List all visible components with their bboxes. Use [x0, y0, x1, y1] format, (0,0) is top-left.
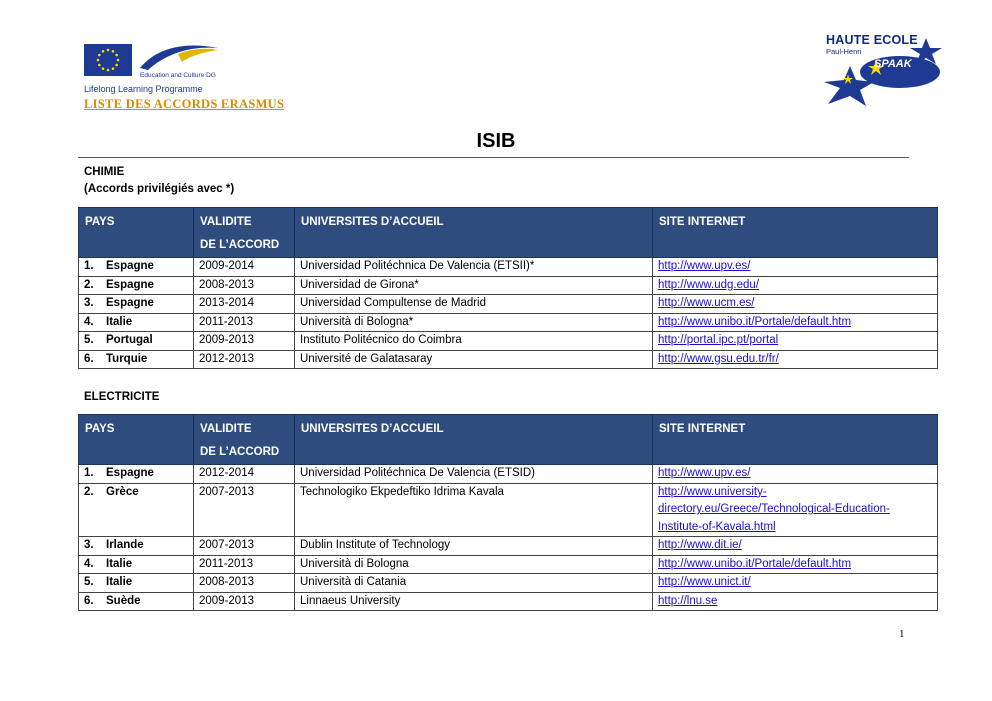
table-row [79, 574, 938, 593]
star-icon [107, 49, 110, 52]
cell-universite: Technologiko Ekpedeftiko Idrima Kavala [295, 483, 653, 537]
table-row [79, 555, 938, 574]
chimie-table [78, 207, 938, 369]
site-link[interactable]: http://www.gsu.edu.tr/fr/ [658, 352, 779, 365]
star-icon [98, 54, 101, 57]
table-row [79, 258, 938, 277]
col-header-universites: UNIVERSITES D’ACCUEIL [295, 208, 653, 258]
table-row [79, 537, 938, 556]
logo-subtitle: Paul-Henri [826, 47, 862, 56]
cell-pays [79, 483, 194, 537]
table-row [79, 276, 938, 295]
site-link[interactable]: http://www.unict.it/ [658, 576, 751, 588]
cell-validite: 2009-2013 [194, 592, 295, 611]
cell-site [653, 465, 938, 484]
row-number: 3. [84, 297, 94, 309]
row-number: 3. [84, 539, 94, 551]
cell-pays [79, 555, 194, 574]
cell-validite: 2011-2013 [194, 555, 295, 574]
cell-site [653, 258, 938, 277]
col-header-validite [194, 415, 295, 465]
cell-universite: Universidad Compultense de Madrid [295, 295, 653, 314]
star-icon [112, 50, 115, 53]
table-row [79, 483, 938, 537]
eu-swoosh-logo [138, 40, 220, 74]
row-number: 6. [84, 352, 94, 365]
country-name: Espagne [106, 467, 154, 479]
cell-site [653, 313, 938, 332]
site-link[interactable]: http://lnu.se [658, 594, 718, 607]
col-header-universites: UNIVERSITES D’ACCUEIL [295, 415, 653, 465]
star-icon [97, 59, 100, 62]
table-header-row [79, 208, 938, 258]
cell-pays [79, 313, 194, 332]
cell-universite: Dublin Institute of Technology [295, 537, 653, 556]
cell-validite: 2008-2013 [194, 276, 295, 295]
country-name: Italie [106, 557, 133, 570]
col-header-site: SITE INTERNET [653, 415, 938, 465]
cell-pays [79, 350, 194, 369]
cell-universite: Università di Bologna* [295, 313, 653, 332]
cell-universite: Università di Catania [295, 574, 653, 593]
country-name: Suède [106, 594, 141, 607]
cell-site [653, 350, 938, 369]
star-icon [98, 64, 101, 67]
row-number: 1. [84, 260, 94, 272]
row-number: 1. [84, 467, 94, 479]
table-row [79, 592, 938, 611]
table-row [79, 465, 938, 484]
row-number: 5. [84, 576, 94, 588]
cell-validite: 2008-2013 [194, 574, 295, 593]
electricite-table [78, 414, 938, 611]
star-icon [112, 67, 115, 70]
cell-validite: 2009-2014 [194, 258, 295, 277]
site-link[interactable]: http://www.ucm.es/ [658, 297, 755, 309]
document-heading: LISTE DES ACCORDS ERASMUS [84, 97, 285, 111]
cell-pays [79, 465, 194, 484]
cell-universite: Universidad de Girona* [295, 276, 653, 295]
country-name: Turquie [106, 352, 148, 365]
cell-site [653, 483, 938, 537]
page-number: 1 [899, 628, 905, 640]
cell-site [653, 574, 938, 593]
site-link[interactable]: http://www.dit.ie/ [658, 539, 742, 551]
cell-site [653, 332, 938, 351]
site-link[interactable]: http://www.university-directory.eu/Greece/Technological-Education-Institute-of-Kavala.html [658, 485, 890, 533]
logo-title: HAUTE ECOLE [826, 33, 918, 47]
cell-universite: Instituto Politécnico do Coimbra [295, 332, 653, 351]
cell-universite: Linnaeus University [295, 592, 653, 611]
star-icon [102, 50, 105, 53]
cell-pays [79, 537, 194, 556]
cell-validite: 2007-2013 [194, 537, 295, 556]
page-title: ISIB [476, 130, 516, 152]
row-number: 4. [84, 557, 94, 570]
cell-universite: Universidad Politéchnica De Valencia (ETSID) [295, 465, 653, 484]
site-link[interactable]: http://www.unibo.it/Portale/default.htm [658, 315, 852, 328]
country-name: Italie [106, 576, 133, 588]
logo-spaak: SPAAK [874, 58, 912, 70]
col-header-validite [194, 208, 295, 258]
cell-validite: 2011-2013 [194, 313, 295, 332]
table-row [79, 332, 938, 351]
cell-site [653, 592, 938, 611]
cell-universite: Universidad Politéchnica De Valencia (ETSII)* [295, 258, 653, 277]
star-icon [115, 64, 118, 67]
country-name: Grèce [106, 485, 139, 498]
cell-pays [79, 276, 194, 295]
country-name: Espagne [106, 297, 154, 309]
country-name: Espagne [106, 260, 154, 272]
cell-universite: Università di Bologna [295, 555, 653, 574]
cell-pays [79, 295, 194, 314]
llp-text: Lifelong Learning Programme [84, 84, 203, 94]
cell-validite: 2013-2014 [194, 295, 295, 314]
table-row [79, 313, 938, 332]
cell-validite: 2009-2013 [194, 332, 295, 351]
section-title-chimie: CHIMIE [84, 166, 125, 178]
site-link[interactable]: http://www.udg.edu/ [658, 278, 760, 291]
cell-pays [79, 574, 194, 593]
cell-pays [79, 592, 194, 611]
row-number: 4. [84, 315, 94, 328]
col-header-validite-line2: DE L’ACCORD [200, 446, 280, 458]
cell-site [653, 537, 938, 556]
country-name: Espagne [106, 278, 154, 291]
cell-pays [79, 332, 194, 351]
country-name: Italie [106, 315, 133, 328]
cell-validite: 2007-2013 [194, 483, 295, 537]
section-note-chimie: (Accords privilégiés avec *) [84, 183, 235, 195]
star-icon [115, 54, 118, 57]
cell-validite: 2012-2014 [194, 465, 295, 484]
cell-validite: 2012-2013 [194, 350, 295, 369]
row-number: 5. [84, 334, 94, 346]
cell-universite: Université de Galatasaray [295, 350, 653, 369]
section-title-electricite: ELECTRICITE [84, 391, 160, 403]
star-icon [107, 69, 110, 72]
col-header-validite-line1: VALIDITE [200, 423, 252, 435]
col-header-pays: PAYS [79, 415, 194, 465]
table-row [79, 295, 938, 314]
eu-flag-logo [84, 44, 132, 76]
eu-dg-text: Education and Culture DG [140, 72, 216, 79]
site-link[interactable]: http://www.upv.es/ [658, 260, 751, 272]
cell-site [653, 276, 938, 295]
row-number: 2. [84, 278, 94, 291]
country-name: Irlande [106, 539, 144, 551]
col-header-site: SITE INTERNET [653, 208, 938, 258]
country-name: Portugal [106, 334, 153, 346]
row-number: 6. [84, 594, 94, 607]
cell-pays [79, 258, 194, 277]
table-header-row [79, 415, 938, 465]
col-header-validite-line2: DE L’ACCORD [200, 239, 280, 251]
cell-site [653, 295, 938, 314]
table-row [79, 350, 938, 369]
cell-site [653, 555, 938, 574]
row-number: 2. [84, 485, 94, 498]
col-header-validite-line1: VALIDITE [200, 216, 252, 228]
star-icon [102, 67, 105, 70]
col-header-pays: PAYS [79, 208, 194, 258]
site-link[interactable]: http://www.unibo.it/Portale/default.htm [658, 557, 852, 570]
site-link[interactable]: http://www.upv.es/ [658, 467, 751, 479]
star-icon [117, 59, 120, 62]
title-divider [78, 157, 909, 158]
site-link[interactable]: http://portal.ipc.pt/portal [658, 334, 779, 346]
